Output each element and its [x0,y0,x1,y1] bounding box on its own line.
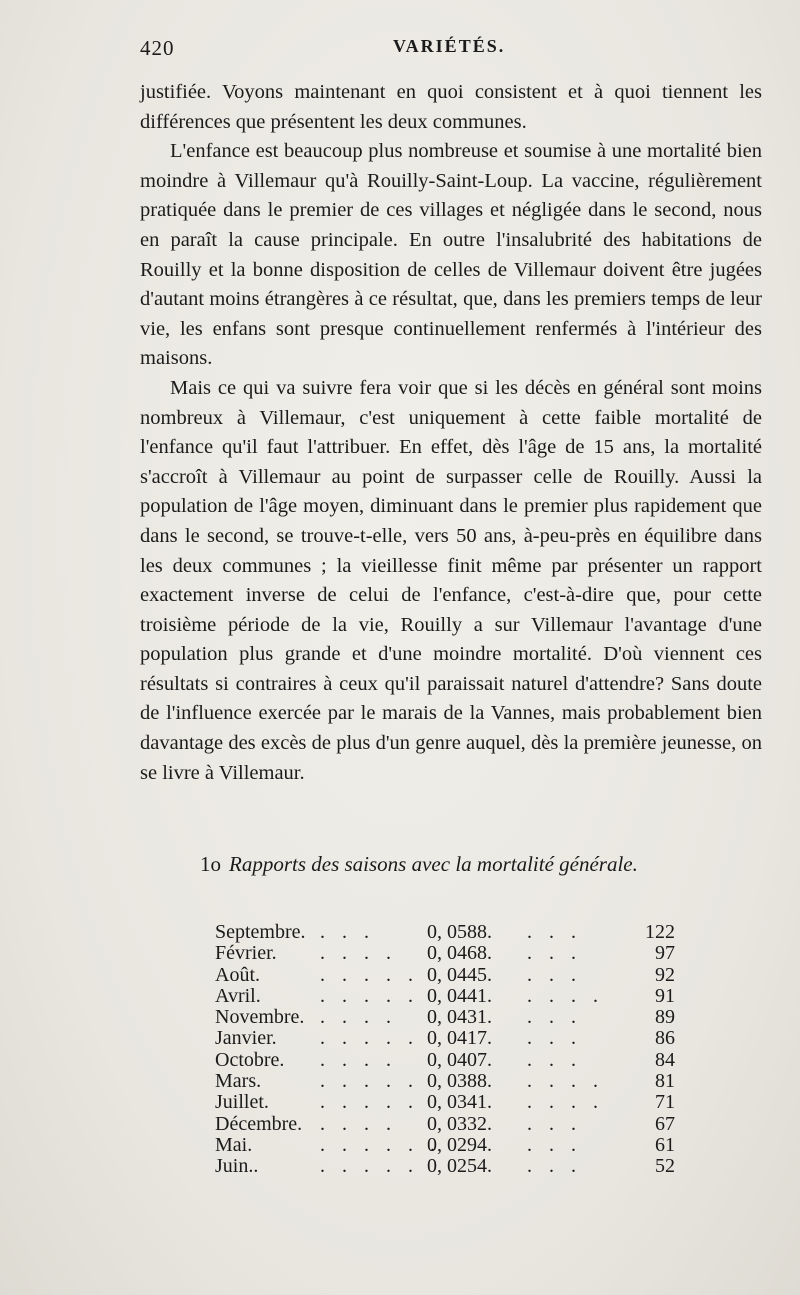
leader-dots: . . . . [527,1070,604,1093]
ratio-cell: 0, 0341. [427,1091,492,1114]
month-cell: Juin.. [215,1155,259,1178]
count-cell: 97 [655,942,675,965]
leader-dots: . . . . [527,984,604,1007]
table-row [215,1156,675,1177]
count-cell: 81 [655,1070,675,1093]
leader-dots: . . . [527,942,582,965]
leader-dots: . . . . . [320,984,419,1007]
ratio-cell: 0, 0431. [427,1006,492,1029]
table-row [215,986,675,1007]
page-number: 420 [140,36,175,60]
leader-dots: . . . [527,1006,582,1029]
table-row [215,1114,675,1135]
page-header [138,34,762,64]
ratio-cell: 0, 0417. [427,1027,492,1050]
ratio-cell: 0, 0588. [427,921,492,943]
ratio-cell: 0, 0445. [427,963,492,986]
table-row [215,965,675,986]
leader-dots: . . . [527,1155,582,1178]
section-number: 1o [200,852,221,876]
table-row [215,922,675,943]
leader-dots: . . . . [320,1048,397,1071]
count-cell: 89 [655,1006,675,1029]
table-row [215,943,675,964]
leader-dots: . . . . [527,1091,604,1114]
month-cell: Octobre. [215,1048,285,1071]
leader-dots: . . . . . [320,1091,419,1114]
count-cell: 84 [655,1048,675,1071]
table-row [215,1007,675,1028]
month-cell: Juillet. [215,1091,269,1114]
leader-dots: . . . [527,963,582,986]
section-title: Rapports des saisons avec la mortalité générale. [229,852,638,876]
table-row [215,1028,675,1049]
count-cell: 71 [655,1091,675,1114]
leader-dots: . . . [527,921,582,943]
month-cell: Janvier. [215,1027,277,1050]
count-cell: 122 [645,921,675,943]
paragraph-mortalite: Mais ce qui va suivre fera voir que si les décès en général sont moins nombreux à Villemaur, c'est uniquement à cette faible mortalité de l'enfance qu'il faut l'attribuer. En effet, dès l'âge de 15 ans, la mortalité s'accroît à Villemaur au point de surpasser celle de Rouilly. Aussi la population de l'âge moyen, diminuant dans le premier plus rapidement que dans le second, se trouve-t-elle, vers 50 ans, à-peu-près en équilibre dans les deux communes ; la vieillesse finit même par présenter un rapport exactement inverse de celui de l'enfance, c'est-à-dire que, pour cette troisième période de la vie, Rouilly a sur Villemaur l'avantage d'une population plus grande et d'une moindre mortalité. D'où viennent ces résultats si contraires à ceux qu'il paraissait naturel d'attendre? Sans doute de l'influence exercée par le marais de la Vannes, mais probablement bien davantage des excès de plus d'un genre auquel, dès la première jeunesse, on se livre à Villemaur. [140,376,762,784]
leader-dots: . . . [527,1133,582,1156]
leader-dots: . . . . . . [320,1133,441,1156]
count-cell: 61 [655,1133,675,1156]
running-title: VARIÉTÉS. [393,36,506,56]
leader-dots: . . . . [320,1006,397,1029]
body-text [140,78,762,788]
leader-dots: . . . [320,921,375,943]
count-cell: 86 [655,1027,675,1050]
month-cell: Février. [215,942,277,965]
ratio-cell: 0, 0468. [427,942,492,965]
section-heading [200,852,760,877]
month-cell: Avril. [215,984,261,1007]
ratio-cell: 0, 0254. [427,1155,492,1178]
ratio-cell: 0, 0332. [427,1112,492,1135]
leader-dots: . . . . [320,1112,397,1135]
month-cell: Mai. [215,1133,253,1156]
leader-dots: . . . . . [320,1155,419,1178]
paragraph-continuation: justifiée. Voyons maintenant en quoi consistent et à quoi tiennent les différences que présentent les deux communes. [140,81,762,133]
count-cell: 91 [655,984,675,1007]
month-cell: Décembre. [215,1112,303,1135]
leader-dots: . . . . . [320,1027,419,1050]
leader-dots: . . . . . [320,1070,419,1093]
table-row [215,1092,675,1113]
month-cell: Septembre. [215,921,306,943]
leader-dots: . . . . [320,942,397,965]
leader-dots: . . . . . [320,963,419,986]
ratio-cell: 0, 0441. [427,984,492,1007]
ratio-cell: 0, 0294. [427,1133,492,1156]
month-cell: Novembre. [215,1006,305,1029]
ratio-cell: 0, 0407. [427,1048,492,1071]
leader-dots: . . . [527,1112,582,1135]
leader-dots: . . . [527,1048,582,1071]
paragraph-enfance: L'enfance est beaucoup plus nombreuse et soumise à une mortalité bien moindre à Villemaur qu'à Rouilly-Saint-Loup. La vaccine, régulièrement pratiquée dans le premier de ces villages et négligée dans le second, nous en paraît la cause principale. En outre l'insalubrité des habitations de Rouilly et la bonne disposition de celles de Villemaur doivent être jugées d'autant moins étrangères à ce résultat, que, dans les premiers temps de leur vie, les enfans sont presque continuellement renfermés à l'intérieur des maisons. [140,140,762,370]
count-cell: 92 [655,963,675,986]
leader-dots: . . . [527,1027,582,1050]
ratio-cell: 0, 0388. [427,1070,492,1093]
seasons-mortality-table [215,922,675,1178]
count-cell: 67 [655,1112,675,1135]
count-cell: 52 [655,1155,675,1178]
table-row [215,1050,675,1071]
month-cell: Mars. [215,1070,262,1093]
table-row [215,1071,675,1092]
month-cell: Août. [215,963,260,986]
table-row [215,1135,675,1156]
